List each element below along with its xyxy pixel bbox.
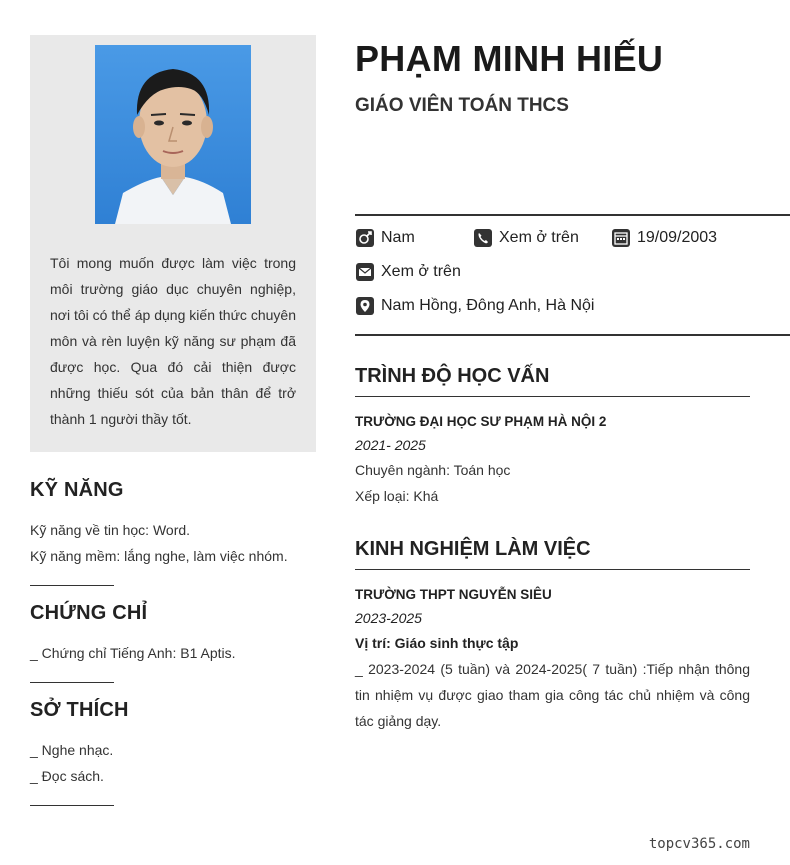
certificates-list	[30, 640, 316, 666]
experience-heading: KINH NGHIỆM LÀM VIỆC	[355, 538, 591, 560]
education-school: TRƯỜNG ĐẠI HỌC SƯ PHẠM HÀ NỘI 2	[355, 414, 607, 429]
phone-value: Xem ở trên	[499, 229, 579, 246]
hobby-item: _ Nghe nhạc.	[30, 742, 114, 758]
job-title: GIÁO VIÊN TOÁN THCS	[355, 95, 569, 116]
divider	[355, 214, 790, 216]
calendar-icon	[612, 229, 630, 247]
phone-icon	[474, 229, 492, 247]
skills-heading: KỸ NĂNG	[30, 479, 124, 501]
divider	[355, 334, 790, 336]
contact-email	[356, 263, 461, 281]
divider	[30, 585, 114, 586]
gender-icon	[356, 229, 374, 247]
divider	[30, 805, 114, 806]
profile-photo	[95, 45, 251, 224]
education-period: 2021- 2025	[355, 437, 426, 453]
skills-list	[30, 517, 316, 569]
experience-period: 2023-2025	[355, 610, 422, 626]
education-heading: TRÌNH ĐỘ HỌC VẤN	[355, 365, 550, 387]
hobbies-heading: SỞ THÍCH	[30, 699, 129, 721]
education-grade: Xếp loại: Khá	[355, 488, 439, 504]
contact-address	[356, 297, 594, 315]
birthday-value: 19/09/2003	[637, 229, 718, 246]
contact-birthday	[612, 229, 717, 247]
profile-card	[30, 35, 316, 452]
divider	[30, 682, 114, 683]
gender-value: Nam	[381, 229, 415, 246]
certificate-item: _ Chứng chỉ Tiếng Anh: B1 Aptis.	[30, 645, 236, 661]
skill-item: Kỹ năng về tin học: Word.	[30, 522, 191, 538]
contact-phone	[474, 229, 579, 247]
footer-brand: topcv365.com	[648, 836, 750, 852]
education-major: Chuyên ngành: Toán học	[355, 462, 511, 478]
hobbies-list	[30, 737, 316, 789]
hobby-item: _ Đọc sách.	[30, 768, 104, 784]
contact-gender	[356, 229, 415, 247]
candidate-name: PHẠM MINH HIẾU	[355, 38, 664, 79]
skill-item: Kỹ năng mềm: lắng nghe, làm việc nhóm.	[30, 548, 288, 564]
career-objective: Tôi mong muốn được làm việc trong môi trường giáo dục chuyên nghiệp, nơi tôi có thể áp dụng kiến thức chuyên môn và rèn luyện kỹ năng sư phạm đã được học. Qua đó cải thiện được những thiếu sót của bản thân để trở thành 1 người thầy tốt.	[50, 255, 296, 427]
experience-description: _ 2023-2024 (5 tuần) và 2024-2025( 7 tuần) :Tiếp nhận thông tin nhiệm vụ được giao tham gia công tác chủ nhiệm và công tác giảng dạy.	[355, 661, 750, 729]
certificates-heading: CHỨNG CHỈ	[30, 602, 148, 624]
experience-position: Vị trí: Giáo sinh thực tập	[355, 635, 519, 651]
divider	[355, 396, 750, 397]
email-value: Xem ở trên	[381, 263, 461, 280]
email-icon	[356, 263, 374, 281]
location-pin-icon	[356, 297, 374, 315]
experience-company: TRƯỜNG THPT NGUYỄN SIÊU	[355, 587, 552, 602]
divider	[355, 569, 750, 570]
address-value: Nam Hồng, Đông Anh, Hà Nội	[381, 297, 595, 314]
